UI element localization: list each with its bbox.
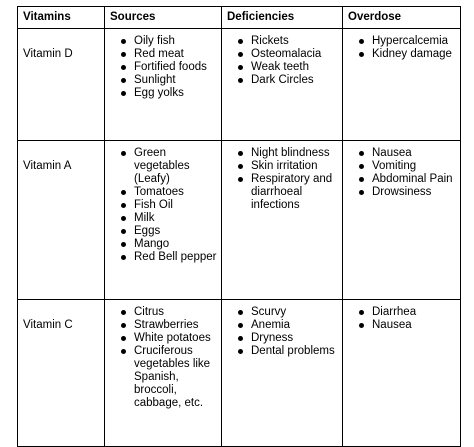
overdose-cell <box>343 300 461 447</box>
overdose-list <box>343 306 456 332</box>
list-item: Rickets <box>251 35 338 48</box>
table-row <box>18 29 461 141</box>
list-item: Night blindness <box>251 147 338 160</box>
list-item: Tomatoes <box>134 186 217 199</box>
overdose-list <box>343 35 456 61</box>
sources-cell <box>105 141 222 300</box>
list-item: Drowsiness <box>372 186 456 199</box>
header-sources: Sources <box>105 7 222 29</box>
list-item: Nausea <box>372 319 456 332</box>
deficiencies-cell <box>222 141 343 300</box>
list-item: Osteomalacia <box>251 48 338 61</box>
sources-list <box>105 35 217 100</box>
list-item: Diarrhea <box>372 306 456 319</box>
list-item: Green vegetables (Leafy) <box>134 147 217 186</box>
list-item: Vomiting <box>372 160 456 173</box>
header-overdose: Overdose <box>343 7 461 29</box>
list-item: Cruciferous vegetables like Spanish, broccoli, cabbage, etc. <box>134 345 217 410</box>
list-item: Citrus <box>134 306 217 319</box>
list-item: Respiratory and diarrhoeal infections <box>251 173 338 212</box>
deficiencies-list <box>222 306 338 358</box>
vitamin-name-cell: Vitamin A <box>18 141 105 300</box>
vitamins-table <box>17 6 461 447</box>
list-item: Hypercalcemia <box>372 35 456 48</box>
list-item: Mango <box>134 238 217 251</box>
list-item: Nausea <box>372 147 456 160</box>
deficiencies-list <box>222 35 338 87</box>
list-item: Egg yolks <box>134 87 217 100</box>
list-item: Fortified foods <box>134 61 217 74</box>
sources-cell <box>105 300 222 447</box>
list-item: Dental problems <box>251 345 338 358</box>
list-item: Milk <box>134 212 217 225</box>
header-deficiencies: Deficiencies <box>222 7 343 29</box>
list-item: Red Bell pepper <box>134 251 217 263</box>
list-item: Strawberries <box>134 319 217 332</box>
list-item: Dark Circles <box>251 74 338 87</box>
deficiencies-list <box>222 147 338 212</box>
list-item: Kidney damage <box>372 48 456 61</box>
deficiencies-cell <box>222 300 343 447</box>
overdose-list <box>343 147 456 199</box>
vitamin-name-cell: Vitamin D <box>18 29 105 141</box>
sources-list <box>105 147 217 264</box>
list-item: White potatoes <box>134 332 217 345</box>
table-row <box>18 141 461 300</box>
list-item: Skin irritation <box>251 160 338 173</box>
vitamin-name-cell: Vitamin C <box>18 300 105 447</box>
sources-cell <box>105 29 222 141</box>
list-item: Abdominal Pain <box>372 173 456 186</box>
overdose-cell <box>343 141 461 300</box>
table-header-row <box>18 7 461 29</box>
list-item: Red meat <box>134 48 217 61</box>
list-item: Eggs <box>134 225 217 238</box>
list-item: Anemia <box>251 319 338 332</box>
list-item: Oily fish <box>134 35 217 48</box>
list-item: Weak teeth <box>251 61 338 74</box>
list-item: Dryness <box>251 332 338 345</box>
list-item: Sunlight <box>134 74 217 87</box>
deficiencies-cell <box>222 29 343 141</box>
header-vitamins: Vitamins <box>18 7 105 29</box>
list-item: Scurvy <box>251 306 338 319</box>
table-row <box>18 300 461 447</box>
sources-list <box>105 306 217 410</box>
overdose-cell <box>343 29 461 141</box>
list-item: Fish Oil <box>134 199 217 212</box>
